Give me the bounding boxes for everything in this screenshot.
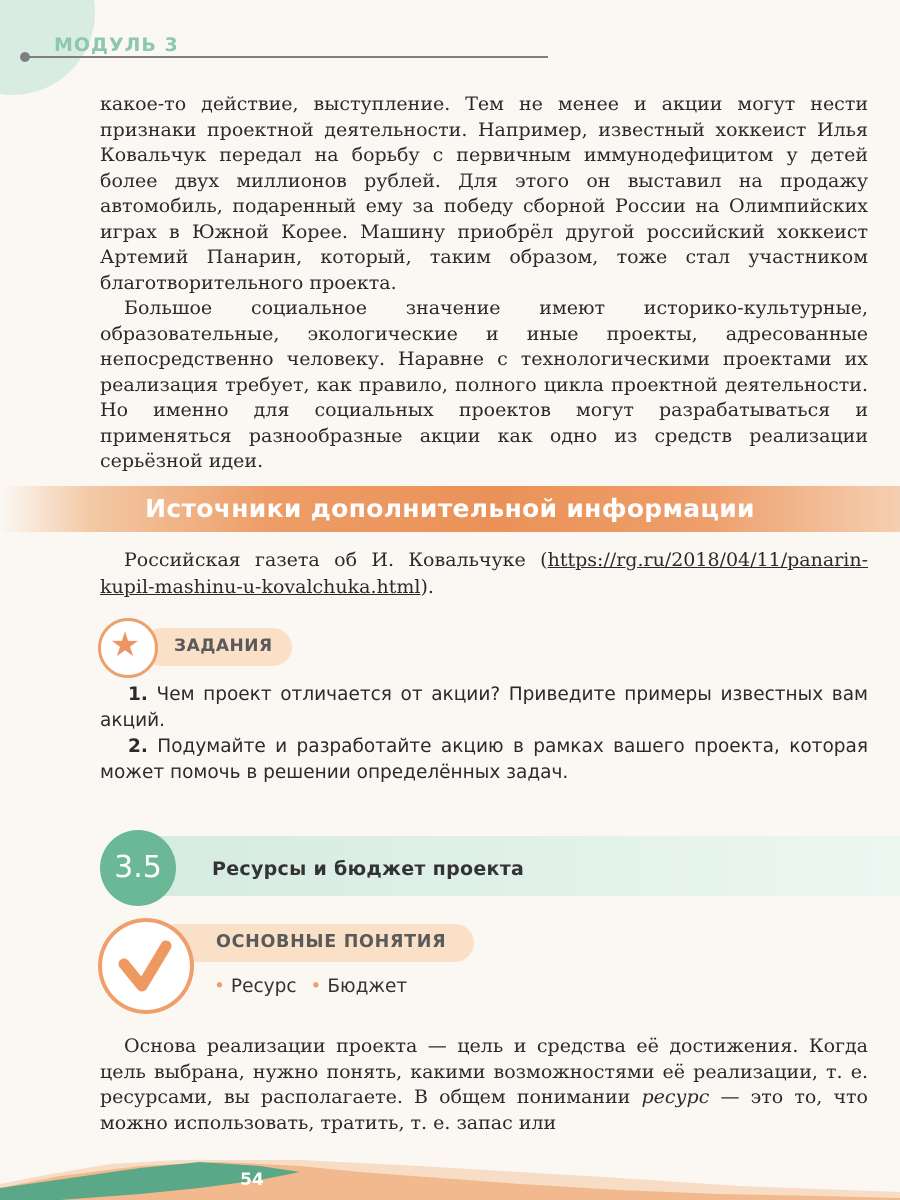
key-concepts-list [214,976,407,997]
page-number: 54 [240,1170,264,1190]
second-paragraph: Большое социальное значение имеют историко-культурные, образовательные, экологические и иные проекты, адресованные непосредственно человеку. Наравне с технологическими проектами их реализация требует, как правило, полного цикла проектной деятельности. Но именно для социальных проектов могут разрабатываться и применяться разнообразные акции как одно из средств реализации серьёзной идеи. [100,297,868,472]
footer-decoration [0,1158,900,1200]
page-header [24,34,548,74]
bullet-icon: • [310,976,322,997]
sources-text-end: ). [420,576,434,598]
key-concept-item: Ресурс [230,976,297,997]
body-text-end: — это то, что можно использовать, тратить, т. е. запас или [100,1086,868,1134]
key-concept-item: Бюджет [327,976,408,997]
header-rule-dot [20,52,30,62]
task-item [100,682,868,734]
body-text-start: Основа реализации проекта — цель и средства её достижения. Когда цель выбрана, нужно понять, какими возможностями её реализации, т. е. ресурсами, вы располагаете. В общем понимании [100,1035,868,1108]
task-number: 2. [128,736,148,757]
intro-paragraph: какое-то действие, выступление. Тем не менее и акции могут нести признаки проектной деятельности. Например, известный хоккеист Илья Ковальчук передал на борьбу с первичным иммунодефицитом у детей более двух миллионов рублей. Для этого он выставил на продажу автомобиль, подаренный ему за победу сборной России на Олимпийских играх в Южной Корее. Машину приобрёл другой российский хоккеист Артемий Панарин, который, таким образом, тоже стал участником благотворительного проекта. [100,93,868,294]
sources-text-start: Российская газета об И. Ковальчуке ( [124,549,548,571]
tasks-header [98,618,298,676]
key-concepts-title: ОСНОВНЫЕ ПОНЯТИЯ [216,932,447,952]
module-title: МОДУЛЬ 3 [54,34,179,56]
bullet-icon: • [214,976,225,997]
checkmark-icon [102,922,190,1010]
task-item [100,734,868,786]
section-number: 3.5 [114,850,162,885]
body-paragraph [100,1034,868,1136]
sources-title: Источники дополнительной информации [145,494,755,523]
key-concepts [98,918,498,1018]
task-text: Чем проект отличается от акции? Приведите примеры известных вам акций. [100,684,868,731]
sources-banner [0,486,900,532]
task-number: 1. [128,684,148,705]
task-text: Подумайте и разработайте акцию в рамках вашего проекта, которая может помочь в решении определённых задач. [100,736,868,783]
header-rule [24,56,548,58]
sources-text [100,547,868,601]
sources-link[interactable]: https://rg.ru/2018/04/11/panarin-kupil-mashinu-u-kovalchuka.html [100,549,868,598]
section-title: Ресурсы и бюджет проекта [212,858,525,880]
star-icon: ★ [109,625,141,665]
tasks-title: ЗАДАНИЯ [174,636,273,656]
body-term: ресурс [641,1086,710,1108]
